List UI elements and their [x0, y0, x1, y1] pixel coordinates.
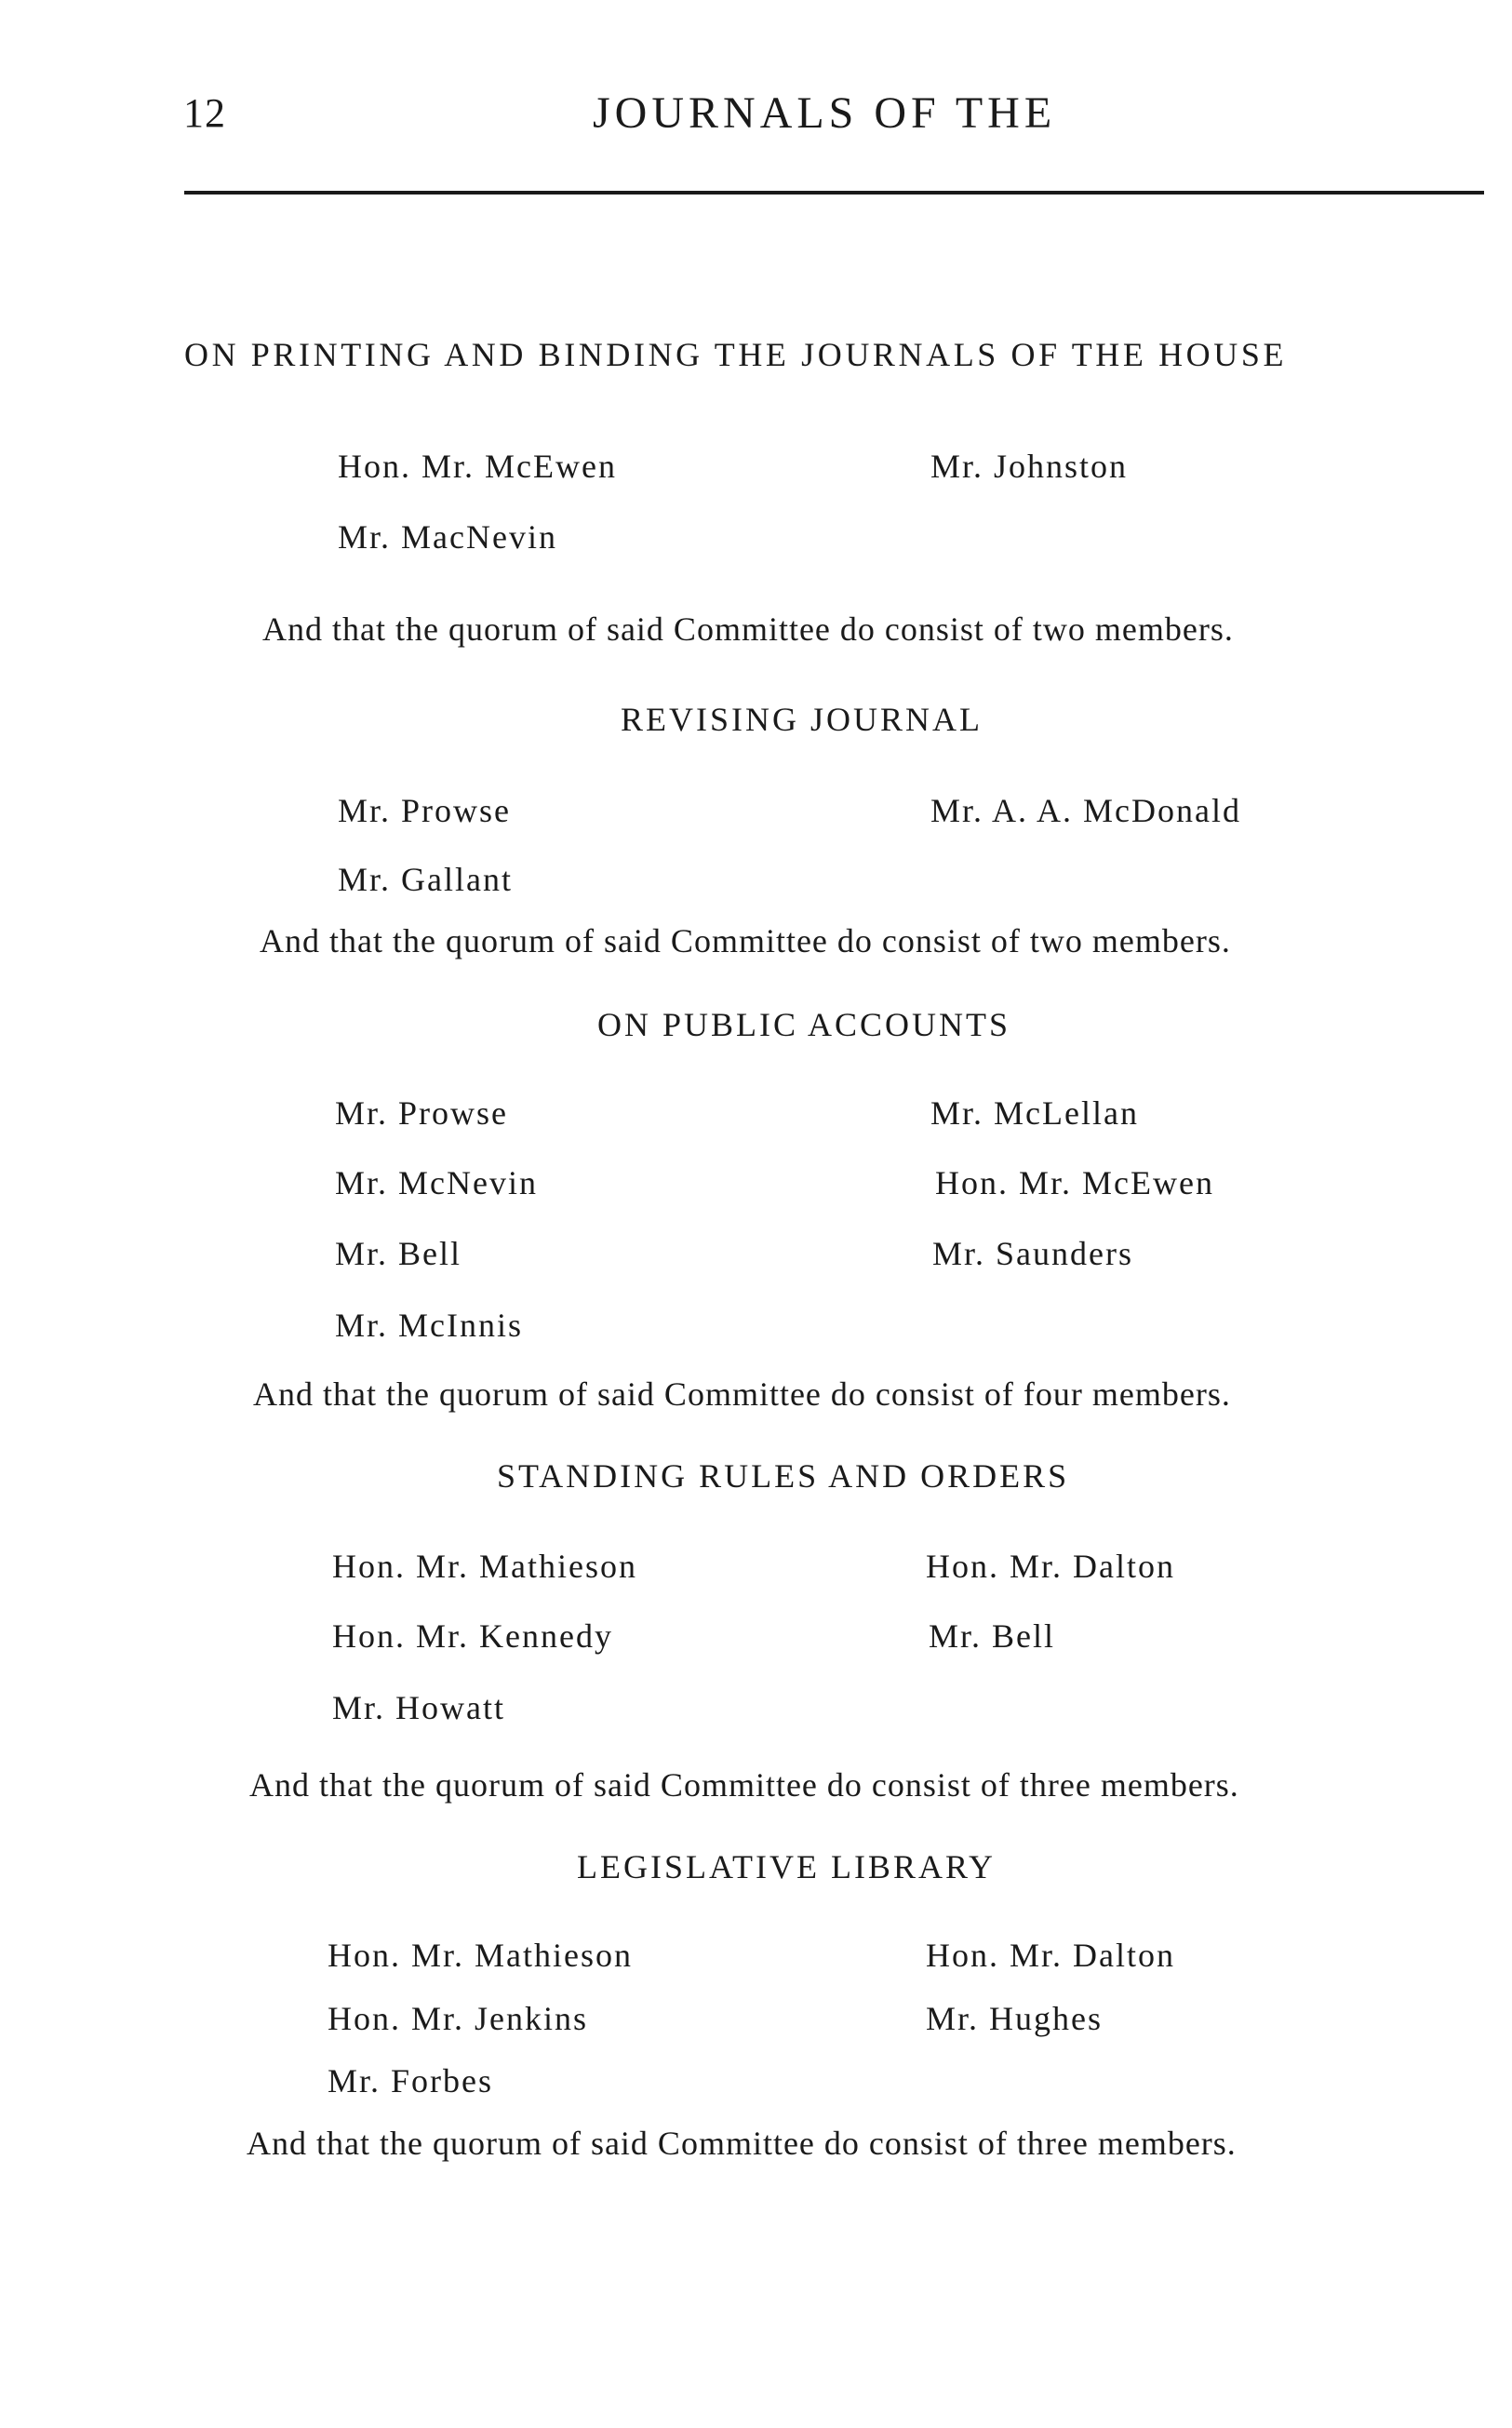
member-name: Hon. Mr. Dalton: [926, 1937, 1175, 1974]
member-name: Mr. Saunders: [932, 1235, 1133, 1272]
member-name: Hon. Mr. McEwen: [935, 1164, 1214, 1201]
member-name: Mr. A. A. McDonald: [930, 792, 1242, 829]
header-rule: [184, 191, 1484, 195]
quorum-statement: And that the quorum of said Committee do consist of three members.: [249, 1766, 1239, 1804]
quorum-statement: And that the quorum of said Committee do consist of three members.: [247, 2125, 1237, 2162]
quorum-statement: And that the quorum of said Committee do consist of two members.: [260, 922, 1231, 959]
section-heading-standing-rules: STANDING RULES AND ORDERS: [497, 1457, 1070, 1495]
member-name: Mr. Bell: [929, 1617, 1056, 1655]
member-name: Mr. Bell: [335, 1235, 462, 1272]
member-name: Mr. Gallant: [338, 861, 513, 898]
member-name: Hon. Mr. McEwen: [338, 448, 617, 485]
member-name: Mr. Hughes: [926, 2000, 1103, 2037]
member-name: Hon. Mr. Mathieson: [328, 1937, 633, 1974]
member-name: Mr. MacNevin: [338, 518, 557, 556]
member-name: Mr. Howatt: [332, 1689, 505, 1726]
member-name: Mr. Prowse: [335, 1094, 509, 1132]
page-number: 12: [183, 90, 226, 136]
member-name: Mr. Johnston: [930, 448, 1129, 485]
member-name: Hon. Mr. Kennedy: [332, 1617, 613, 1655]
section-heading-printing-binding: ON PRINTING AND BINDING THE JOURNALS OF THE HOUSE: [184, 336, 1288, 373]
member-name: Hon. Mr. Dalton: [926, 1548, 1175, 1585]
member-name: Mr. McInnis: [335, 1307, 523, 1344]
member-name: Mr. Prowse: [338, 792, 512, 829]
member-name: Hon. Mr. Mathieson: [332, 1548, 637, 1585]
member-name: Mr. McLellan: [930, 1094, 1139, 1132]
section-heading-public-accounts: ON PUBLIC ACCOUNTS: [597, 1006, 1011, 1043]
quorum-statement: And that the quorum of said Committee do consist of two members.: [262, 610, 1234, 648]
running-head: JOURNALS OF THE: [593, 88, 1057, 138]
member-name: Hon. Mr. Jenkins: [328, 2000, 589, 2037]
section-heading-revising-journal: REVISING JOURNAL: [621, 701, 983, 738]
member-name: Mr. McNevin: [335, 1164, 538, 1201]
quorum-statement: And that the quorum of said Committee do consist of four members.: [253, 1375, 1231, 1413]
section-heading-legislative-library: LEGISLATIVE LIBRARY: [577, 1848, 996, 1885]
member-name: Mr. Forbes: [328, 2062, 494, 2099]
